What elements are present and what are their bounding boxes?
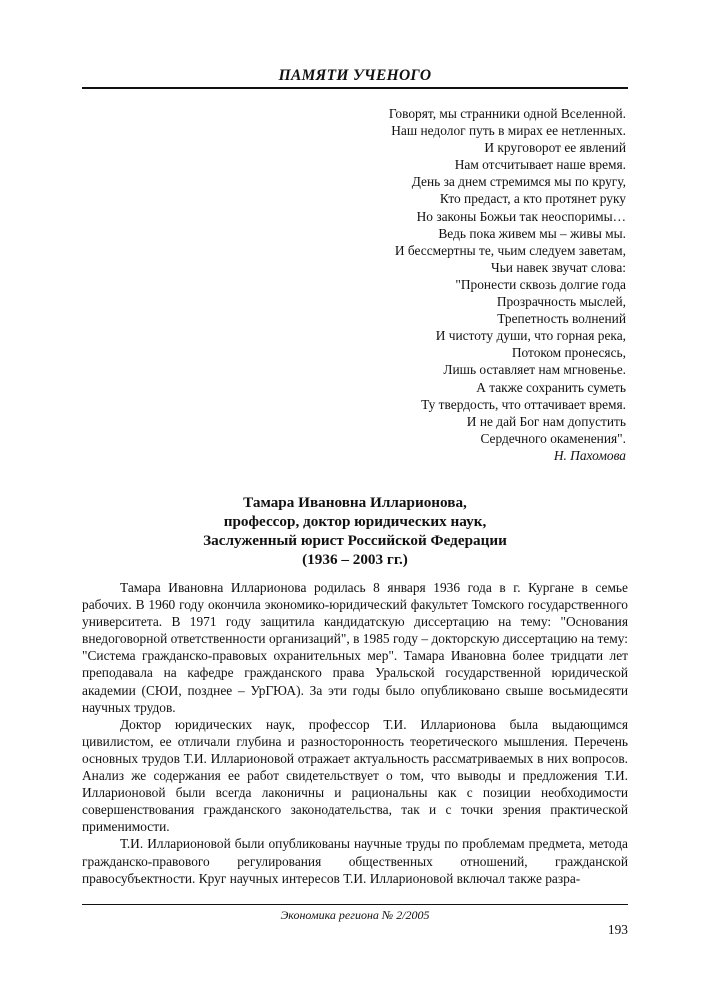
poem-line: "Пронести сквозь долгие года bbox=[455, 276, 626, 292]
poem-line: Кто предаст, а кто протянет руку bbox=[439, 191, 626, 207]
poem-line: Но законы Божьи так неоспоримы… bbox=[416, 208, 626, 224]
poem-line: И круговорот ее явлений bbox=[484, 140, 626, 156]
poem-line: А также сохранить суметь bbox=[476, 379, 626, 395]
paragraph: Тамара Ивановна Илларионова родилась 8 января 1936 года в г. Кургане в семье рабочих. В 1960 году окончила экономико-юридический факультет Томского государственного университета. В 1971 году защитила кандидатскую диссертацию на тему: "Основания внедоговорной ответственности организаций", в 1985 году – докторскую диссертацию на тему: "Система гражданско-правовых охранительных мер". Тамара Ивановна более тридцати лет преподавала на кафедре гражданского права Уральской государственной юридической академии (СЮИ, позднее – УрГЮА). За эти годы было опубликовано свыше восьмидесяти научных трудов. bbox=[82, 580, 628, 715]
poem-line: Чьи навек звучат слова: bbox=[491, 259, 626, 275]
journal-name: Экономика региона № 2/2005 bbox=[280, 908, 430, 922]
poem-line: Ведь пока живем мы – живы мы. bbox=[438, 225, 626, 241]
article-title bbox=[82, 493, 628, 569]
poem-line: Потоком пронесясь, bbox=[511, 345, 626, 361]
article-body bbox=[82, 579, 628, 887]
footer-rule bbox=[82, 904, 628, 905]
section-header: ПАМЯТИ УЧЕНОГО bbox=[278, 67, 432, 84]
poem-line: День за днем стремимся мы по кругу, bbox=[411, 174, 626, 190]
poem-line: Сердечного окаменения". bbox=[480, 430, 626, 446]
poem-line: Говорят, мы странники одной Вселенной. bbox=[388, 106, 626, 121]
title-line: Тамара Ивановна Илларионова, bbox=[243, 494, 467, 511]
poem-line: И не дай Бог нам допустить bbox=[466, 413, 626, 429]
poem-line: И чистоту души, что горная река, bbox=[435, 328, 626, 344]
poem-line: Лишь оставляет нам мгновенье. bbox=[443, 362, 626, 378]
paragraph: Т.И. Илларионовой были опубликованы научные труды по проблемам предмета, метода гражданско-правового регулирования общественных отношений, гражданской правосубъектности. Круг научных интересов Т.И. Илларионовой включал также разра- bbox=[82, 836, 628, 886]
paragraph: Доктор юридических наук, профессор Т.И. Илларионова была выдающимся цивилистом, ее отличали глубина и разносторонность теоретического мышления. Перечень основных трудов Т.И. Илларионовой отражает актуальность рассматриваемых в них вопросов. Анализ же содержания ее работ свидетельствует о том, что выводы и предложения Т.И. Илларионовой были всегда лаконичны и рациональны как с позиции необходимости совершенствования гражданского законодательства, так и с точки зрения практической применимости. bbox=[82, 716, 628, 835]
poem-line: И бессмертны те, чьим следуем заветам, bbox=[394, 242, 626, 258]
poem-line: Нам отсчитывает наше время. bbox=[454, 157, 626, 173]
poem-line: Прозрачность мыслей, bbox=[496, 294, 626, 310]
epigraph-poem bbox=[206, 105, 626, 464]
poem-author: Н. Пахомова bbox=[553, 447, 626, 463]
title-line: (1936 – 2003 гг.) bbox=[302, 551, 408, 568]
page-number: 193 bbox=[607, 922, 628, 937]
poem-line: Ту твердость, что оттачивает время. bbox=[421, 396, 626, 412]
poem-line: Наш недолог путь в мирах ее нетленных. bbox=[391, 123, 626, 139]
header-rule bbox=[82, 87, 628, 89]
title-line: профессор, доктор юридических наук, bbox=[223, 513, 487, 530]
poem-line: Трепетность волнений bbox=[497, 311, 626, 327]
title-line: Заслуженный юрист Российской Федерации bbox=[203, 532, 507, 549]
